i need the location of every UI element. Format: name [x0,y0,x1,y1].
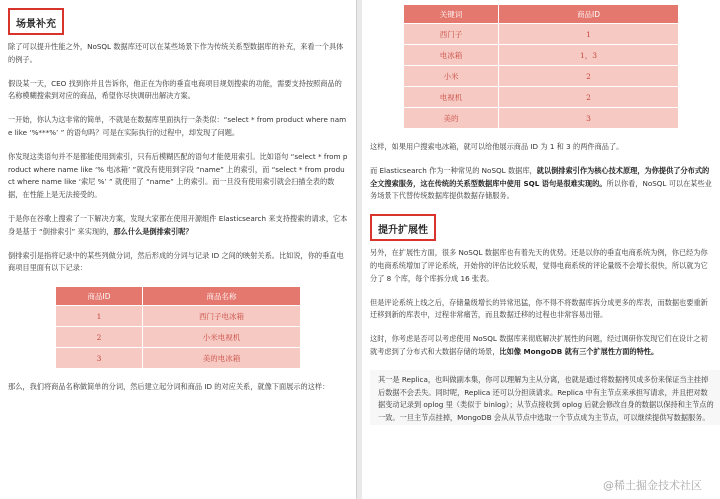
paragraph: 而 Elasticsearch 作为一种常见的 NoSQL 数据库，就以倒排索引作为核心技术原理，为你提供了分布式的全文搜索服务，这在传统的关系型数据库中使用 SQL 语句是很难实现的。所以你看，NoSQL 可以在某些业务场景下代替传统数据库提供数据存储服务。 [370,165,712,201]
table-cell: 美的 [404,108,499,129]
paragraph: 假设某一天，CEO 找到你并且告诉你，他正在为你的垂直电商项目规划搜索的功能，需要支持按照商品的名称模糊搜索到对应的商品，希望你尽快调研出解决方案。 [8,78,342,101]
right-page [362,0,720,499]
table-row [404,87,679,108]
table-cell: 3 [56,348,143,369]
table-header-cell: 商品ID [499,5,679,24]
bold-text: 就以倒排索引作为核心技术原理，为你提供了分布式的全文搜索服务，这在传统的关系型数据库中使用 SQL 语句是很难实现的。 [370,165,710,188]
quote-block [370,370,720,425]
table-cell: 2 [499,66,679,87]
section-heading: 提升扩展性 [378,225,428,237]
table-header-cell: 商品ID [56,287,143,306]
heading-box [8,8,64,35]
table-cell: 西门子电冰箱 [143,306,301,327]
table-header [404,5,679,24]
table-cell: 1，3 [499,45,679,66]
table-cell: 美的电冰箱 [143,348,301,369]
paragraph: 其一是 Replica，也叫做副本集，你可以理解为主从分离，也就是通过将数据拷贝成多份来保证当主挂掉后数据不会丢失。同时呢，Replica 还可以分担读请求。Replica 中有主节点来承担写请求，并且把对数据变动记录到 oplog 里（类似于 binlog）；从节点接收到 oplog 后就会修改自身的数据以保持和主节点的一致。一旦主节点挂掉，MongoDB 会从从节点中选取一个节点成为主节点，可以继续提供写数据服务。 [378,374,714,423]
table-row [56,348,301,369]
table-cell: 2 [56,327,143,348]
heading-box [370,214,436,241]
table-row [56,327,301,348]
table-header-cell: 关键词 [404,5,499,24]
table-cell: 西门子 [404,24,499,45]
table-cell: 电视机 [404,87,499,108]
watermark: @稀土掘金技术社区 [603,479,702,492]
paragraph: 于是你在谷歌上搜索了一下解决方案，发现大家都在使用开源组件 Elasticsearch 来支持搜索的请求，它本身是基于 “倒排索引” 来实现的，那么什么是倒排索引呢？ [8,213,348,236]
table-cell: 3 [499,108,679,129]
table-cell: 1 [499,24,679,45]
table-cell: 2 [499,87,679,108]
table-row [56,306,301,327]
paragraph: 倒排索引是指将记录中的某些列做分词，然后形成的分词与记录 ID 之间的映射关系。比如说，你的垂直电商项目里面有以下记录： [8,250,344,273]
paragraph: 你发现这类语句并不是都能使用到索引，只有后模糊匹配的语句才能使用索引。比如语句 “select * from product where name like ‘% 电冰箱’ ”就没有使用到字段 “name” 上的索引，而 “select * from product where name like ‘索尼 %’ ” 就使用了 “name” 上的索引。而一旦没有使用索引就会扫描全表的数据，在性能上是无法接受的。 [8,151,348,200]
table-cell: 1 [56,306,143,327]
paragraph: 这时，你考虑是否可以考虑使用 NoSQL 数据库来彻底解决扩展性的问题，经过调研你发现它们在设计之初就考虑到了分布式和大数据存储的场景，比如像 MongoDB 就有三个扩展性方面的特性。 [370,334,708,356]
table-row [404,66,679,87]
table-row [404,45,679,66]
bold-text: 比如像 MongoDB 就有三个扩展性方面的特性。 [499,346,659,356]
table-row [404,24,679,45]
paragraph: 除了可以提升性能之外，NoSQL 数据库还可以在某些场景下作为传统关系型数据库的补充，来看一个具体的例子。 [8,42,344,64]
table-cell: 电冰箱 [404,45,499,66]
keyword-table [403,4,679,129]
left-page [0,0,357,499]
table-header [56,287,301,306]
paragraph: 另外，在扩展性方面，很多 NoSQL 数据库也有着先天的优势。还是以你的垂直电商系统为例，你已经为你的电商系统增加了评论系统，开始你的评估比较乐观，觉得电商系统的评论量级不会增长很快，所以就为它分了 8 个库，每个库拆分成 16 张表。 [370,248,708,283]
paragraph: 但是评论系统上线之后，存储量级增长的异常迅猛，你不得不将数据库拆分成更多的库表，而数据也要重新迁移到新的库表中，过程非常痛苦，而且数据迁移的过程也非常容易出错。 [370,297,708,320]
paragraph: 这样，如果用户搜索电冰箱，就可以给他展示商品 ID 为 1 和 3 的两件商品了。 [370,142,624,151]
paragraph: 那么，我们将商品名称做简单的分词，然后建立起分词和商品 ID 的对应关系，就像下面展示的这样： [8,382,330,392]
table-cell: 小米 [404,66,499,87]
bold-text: 那么什么是倒排索引呢？ [113,226,193,236]
paragraph: 一开始，你认为这非常的简单，不就是在数据库里面执行一条类似：“select * from product where name like ‘%***%’ ” 的语句吗？可是在实际执行的过程中，却发现了问题。 [8,115,347,137]
table-cell: 小米电视机 [143,327,301,348]
table-header-cell: 商品名称 [143,287,301,306]
section-heading: 场景补充 [16,19,56,30]
product-table [55,286,301,369]
table-row [404,108,679,129]
